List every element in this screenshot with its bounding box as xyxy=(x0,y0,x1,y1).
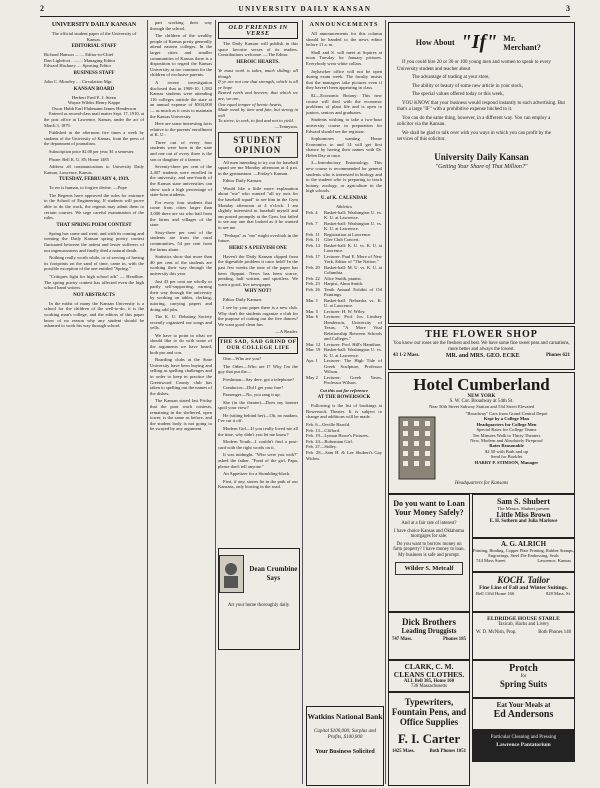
paragraph: "Perhaps" as "me" might overlook in the future. xyxy=(218,232,298,244)
masthead xyxy=(40,4,570,17)
signature: —A Reader. xyxy=(275,329,298,335)
verse-line: Made weak by time and fate, but strong in will xyxy=(218,107,298,118)
paragraph: Editor Daily Kansan: xyxy=(223,297,263,303)
portrait-icon xyxy=(221,560,241,588)
calendar-row xyxy=(306,314,382,342)
paper-title: UNIVERSITY DAILY KANSAN xyxy=(51,22,137,28)
paragraph: The K. U. Debating Society recently organized our songs and yells. xyxy=(150,314,212,331)
flower-phone: 43 1-2 Mass. xyxy=(393,353,420,358)
hotel-line: Headquarters for College Men xyxy=(476,421,537,427)
page-number-right: 3 xyxy=(566,4,570,13)
carter-addr: 1425 Mass. xyxy=(392,749,415,754)
paragraph: Published in the afternoon five times a week by students of the University of Kansas, from the press of the department of journalism. xyxy=(44,130,144,147)
watkins-line: Capital $100,000; Surplus and Profits, $100,000 xyxy=(314,729,376,740)
calendar-row xyxy=(306,287,382,298)
paragraph: All announcements for this column should be handed to the news editor before 11 a. m. xyxy=(306,31,382,48)
koch-line: Fine Line of Fall and Winter Suitings. xyxy=(479,585,568,591)
calendar-date: Feb. 11 xyxy=(306,237,320,243)
paragraph: Modern Girl—If you really loved me all the time, why didn't you let me know? xyxy=(218,426,298,437)
paragraph: We shall be glad to talk over with you ways in which you can profit by the services of this solicitor. xyxy=(397,130,552,142)
flower-owners: MR. and MRS. GEO. ECKE xyxy=(445,353,520,359)
calendar-row xyxy=(306,254,382,265)
protch-sub: Spring Suits xyxy=(499,679,548,689)
koch-ad xyxy=(472,572,575,612)
merchant-tagline: "Getting Your Share of That Million?" xyxy=(435,163,528,170)
flower-shop-ad xyxy=(388,326,575,370)
merchant-ad xyxy=(388,22,575,324)
calendar-date: Mar. 1 xyxy=(306,297,318,303)
staff-heading: KANSAN BOARD xyxy=(73,86,115,92)
carter-ad xyxy=(388,692,470,786)
paragraph: The Kansan stated last Friday that the poor work contests, remaining in the sheltered, open tower, is the same as before, and the student body is not going to be swayed by any argument. xyxy=(150,398,212,432)
paragraph: part working their way through the school. xyxy=(150,20,212,31)
paragraph: If you could hire 20 or 30 or 100 young men and women to speak to every University student and teacher about xyxy=(397,60,551,72)
paragraph: Three out of every four students were born in the state and one out of every three is the son or daughter of a farmer. xyxy=(150,139,212,162)
calendar-row xyxy=(306,243,382,254)
paragraph: Entered as second-class mail matter Sept. 17, 1910, at the post office at Lawrence, Kansas, under the act of March 3, 1879. xyxy=(44,111,144,128)
column-editorial-2 xyxy=(150,20,212,784)
booking: Feb. 13—Clifford. xyxy=(306,427,341,433)
anderson-name: Ed Andersons xyxy=(493,709,554,720)
article-heading: THAT SPRING POEM CONTEST xyxy=(56,222,132,228)
booking: Feb. 6—Orville Harold. xyxy=(306,422,351,427)
bowersock-heading: AT THE BOWERSOCK xyxy=(317,395,371,401)
calendar-date: Mar. 12 xyxy=(306,341,321,347)
calendar-event: Lecturer: Paul E. More of New York, Editor of "The Nation." xyxy=(324,253,382,265)
protch-for: for xyxy=(520,674,527,679)
paragraph: An Appetizer for a Stumbling-block. xyxy=(223,471,291,477)
calendar-event: Basket-ball: Washington U. vs. K. U. at Lawrence. xyxy=(324,347,382,358)
watkins-title: Watkins National Bank xyxy=(307,712,383,721)
shubert-ad xyxy=(472,494,575,538)
calendar-row xyxy=(306,221,382,232)
cut-out-note: Cut this out for reference xyxy=(320,387,368,393)
calendar-event: Basket-ball: M. U. vs. K. U. at Columbia. xyxy=(324,264,382,276)
booking: Feb. 19—Lyman Howe's Pictures. xyxy=(306,433,369,439)
paragraph: The ability or beauty of some new article in your stock, xyxy=(412,83,523,89)
loan-line: Do you want to borrow money on farm property? I have money to loan. My business is safe and prompt. xyxy=(393,541,465,558)
calendar-event: Registration at Lawrence. xyxy=(324,231,372,237)
verse-line: One equal temper of heroic hearts, xyxy=(218,101,283,107)
hotel-line: Ten Minutes Walk to Thirty Theaters xyxy=(472,432,541,438)
calendar-heading: U. of K. CALENDAR xyxy=(320,196,368,202)
calendar-row xyxy=(306,358,382,375)
paragraph: The Regents have approved the rules for entrance to the School of Engineering. If students will prove able to do the work, the regents may admit them to certain courses. We urge careful examination of the rules. xyxy=(44,192,144,221)
staff-line: Oscar Hubb Earl Fluhmann James Henderson xyxy=(51,105,137,111)
paragraph: Sixty-three per cent of the students are from the rural communities, 54 per cent from the farms alone. xyxy=(150,229,212,252)
paragraph: Shall and S. will meet at Squires at noon Tuesday for January pictures. Everybody wear white collars. xyxy=(306,49,382,66)
flower-title: THE FLOWER SHOP xyxy=(425,329,538,340)
paragraph: Freshman—Say dere, got a telephone? xyxy=(223,376,295,382)
alrich-ad xyxy=(472,538,575,572)
paper-line: The official student paper of the University of Kansas. xyxy=(51,31,137,42)
koch-line: Bell 1164 Home 166 xyxy=(476,591,515,596)
calendar-date: Feb. 23 xyxy=(306,281,320,287)
hotel-line: Headquarters for Kansans xyxy=(454,481,509,486)
portrait-image xyxy=(219,555,244,593)
dick-brothers-ad xyxy=(388,612,470,660)
verse-heading: OLD FRIENDS IN VERSE xyxy=(218,22,298,39)
paragraph: The Other—Who are I? Why I'm the guy that put the— xyxy=(218,363,298,375)
shubert-line: The Messrs. Shubert present xyxy=(497,506,550,511)
calendar-event: Basket-ball: K. U. vs. K. U. at Lawrence. xyxy=(324,242,382,254)
hotel-line: Special Rates for College Teams xyxy=(476,427,537,433)
alrich-line: Printing, Binding, Copper Plate Printing, Rubber Stamps, Engravings, Steel Die Embossing, Seals xyxy=(473,548,574,558)
anderson-title: Eat Your Meals at xyxy=(496,701,551,709)
paragraph: Statistics show that more than 40 per cent of the students are working their way through the university this year. xyxy=(150,254,212,276)
koch-title: KOCH. Tailor xyxy=(497,575,550,585)
hotel-near: Near 50th Street Subway Station and 53d Street Elevated xyxy=(428,404,535,409)
paragraph: He (sitting behind her)—Oh, no madam, I've cut it off. xyxy=(218,412,298,424)
staff-line: John C. Moseley .... Circulation Mgr. xyxy=(44,78,113,84)
calendar-date: Feb. 14 xyxy=(306,242,320,248)
paragraph: Following is the list of bookings at Bowersock Theater. It is subject to change and additions will be made. xyxy=(306,403,382,420)
student-opinion-banner: STUDENT OPINION xyxy=(218,132,298,158)
pantatorium-line: Lawrence Pantatorium xyxy=(496,742,551,748)
paragraph: Seventy-three per cent of the 2,407 students were enrolled in the university, and one-fourth of the Kansas state universities can show such a high percentage of state-born students. xyxy=(150,164,212,198)
staff-line: Wayne Wildes Henry Kappe xyxy=(67,100,121,106)
verse-line: Ye must work is takes, much sliding; all though xyxy=(218,67,298,79)
calendar-date: Feb. 7 xyxy=(306,220,318,226)
merchant-press: University Daily Kansan xyxy=(434,151,529,162)
calendar-date: Apr. 1 xyxy=(306,358,318,364)
loan-ad xyxy=(388,494,470,612)
paragraph: A recent investigation disclosed that in 1909-10, 1,582 Kansas students were attending 116 colleges outside the state at an annual expense of $504,000 — as much as it costs to maintain the Kansas University. xyxy=(150,79,212,119)
eldridge-ad xyxy=(472,612,575,660)
hotel-line: Send for Booklet xyxy=(490,454,523,460)
paragraph: Haven't the Daily Kansan clipped from the digestible problem it once held? In the past few weeks the tone of the paper has been flippant. News has been scarce, pending, half written, and spiritless. We want a good, live newspaper. xyxy=(218,253,298,287)
calendar-date: Feb. 11 xyxy=(306,231,320,237)
dean-name: Dean Crumbine Says xyxy=(249,565,298,582)
calendar-list xyxy=(306,210,382,386)
article-heading: WHY NOT? xyxy=(244,289,272,295)
calendar-date: Feb. 17 xyxy=(306,253,320,259)
staff-heading: BUSINESS STAFF xyxy=(73,70,115,76)
calendar-subheading: Athletics xyxy=(335,204,353,210)
clark-line: ALL Bell 385, Home 160 xyxy=(403,679,455,684)
column-rule xyxy=(385,20,386,784)
column-features xyxy=(218,20,298,784)
dick-sub: Leading Druggists xyxy=(401,627,457,635)
paragraph: For every four students that come from cities larger than 3,000 there are six who hail from the farms and villages of the state. xyxy=(150,199,212,228)
booking: Feb. 24—Bohemian Girl. xyxy=(306,438,353,444)
verse-author: —Tennyson. xyxy=(274,123,298,129)
verse-line: Reared earth and heaven; that which we are, we are, xyxy=(218,90,298,101)
anderson-ad xyxy=(472,698,575,730)
paragraph: First, if any, stones lie in the path of our Kansans, only bowing in the road. xyxy=(218,478,298,490)
hotel-cumberland-ad xyxy=(388,372,575,494)
page-number: 2 xyxy=(40,4,44,13)
calendar-event: Lecturer: Prof. Hill's Hamilton. xyxy=(324,341,382,347)
calendar-date: May 2 xyxy=(306,374,318,380)
paragraph: The advantage of trading at your store, xyxy=(412,75,490,80)
flower-text: You know our roses are the freshest and best. We have some fine sweet peas and carnations, more better and always the lowest. xyxy=(393,341,570,352)
shubert-line: Little Miss Brown xyxy=(496,511,551,519)
staff-line: Herbert Fred E. J. Steen xyxy=(71,94,117,100)
article-heading: HERE'S A PEEVISH ONE xyxy=(229,245,287,251)
shubert-line: E. H. Sothern and Julia Marlowe xyxy=(489,519,558,524)
hotel-city: NEW YORK xyxy=(467,394,496,399)
eldridge-line: Both Phones 146 xyxy=(538,630,571,635)
dick-addr: 747 Mass. xyxy=(392,637,413,642)
watkins-line: Your Business Solicited xyxy=(315,749,375,755)
humor-heading: THE SAD, SAD GRIND OF OUR COLLEGE LIFE xyxy=(218,337,298,354)
hotel-building-icon xyxy=(395,411,439,481)
paragraph: 3—Introductory Entomology. This new course is recommended for general students who is interested in biology and to the student who is preparing to teach botany, zoology, or agriculture in the high schools. xyxy=(306,160,382,194)
paragraph: Just 43 per cent are wholly or partly self-supporting, earning their way through the university by working on tables, clerking, tutoring, carrying papers and doing odd jobs. xyxy=(150,278,212,312)
column-rule xyxy=(302,20,303,784)
calendar-event: Lecturer: Prof. Jos. Lindsey Henderson, University of Texas, "A More Vital Relationship Between Schools and Colleges." xyxy=(324,314,382,342)
loan-line: And at a fair rate of interest? xyxy=(401,521,457,526)
calendar-row xyxy=(306,347,382,358)
calendar-event: Lecturer: H. W. Wiley. xyxy=(324,308,366,314)
merchant-prefix: How About xyxy=(415,38,455,47)
paragraph: Boarding clubs at the State University have been buying and selling as spelling challenges and in order to keep in practice the Greenwood County club has taken to spelling out the names of the dishes. xyxy=(150,357,212,396)
announcements-heading: ANNOUNCEMENTS xyxy=(309,22,379,28)
eldridge-title: ELDRIDGE HOUSE STABLE xyxy=(487,616,560,622)
alrich-line: Lawrence, Kansas xyxy=(537,558,571,563)
verse-line: To strive, to seek, to find and not to yield. xyxy=(218,118,294,124)
booking: Feb. 27—Sidley. xyxy=(306,444,337,450)
paragraph: Would like a little more explanation about "me" who wanted "all try outs for the baseball squad" to see him in the Gym Monday afternoon at 4 o'clock. I am slightly interested in baseball myself and am posted promptly at the Gym, but failed to see any one that looked as if he wanted to see me. xyxy=(218,185,298,231)
paragraph: All men intending to try out for baseball squad see me Monday afternoon at 4 p.m. in the gymnasium. —Friday's Kansan. xyxy=(218,159,298,176)
paragraph: We have to point to what we should like to do with some of the arguments we have heard, both pro and con. xyxy=(150,332,212,355)
paragraph: In the midst of many the Kansan University is a school for the children of the well-to-do, it is the working man's college, and the editors of this paper know of no reason why any student should be ashamed to work his way through school. xyxy=(44,300,144,329)
paragraph: To err is human, to forgive divine. —Pope xyxy=(49,185,127,191)
paragraph: YOU KNOW that your business would respond instantly to such advertising. But that's a large "IF" with a prohibitive expense hitched to it. xyxy=(397,100,565,112)
paragraph: Passenger—No, you rang it up. xyxy=(223,392,281,398)
protch-title: Protch xyxy=(509,663,538,674)
column-rule xyxy=(215,20,216,784)
calendar-date: Feb. 20 xyxy=(306,264,320,270)
paragraph: Nothing really worth while, or of serving of having its footprints on the sand of time, came in, with the possible exception of the one entitled "Spring." xyxy=(44,255,144,272)
calendar-date: Mar. 5 xyxy=(306,308,318,314)
staff-line: Edward Hackney .... Sporting Editor xyxy=(44,63,112,69)
paragraph: She (in the theater)—Does my bonnet spoil your view? xyxy=(218,399,298,411)
calendar-date: Feb. 4 xyxy=(306,209,318,215)
verse-title: HEROIC HEARTS. xyxy=(236,59,280,65)
paragraph: The special values offered today or this week, xyxy=(412,92,504,97)
calendar-event: Tenth Annual Exhibit of Oil Paintings. xyxy=(324,286,382,298)
watkins-bank-ad xyxy=(306,706,384,786)
paragraph: Spring has come and went, and with its coming and wenting the Daily Kansan spring poetry contest fluctuated between the ardent and lesser sufferers of our ingenuousness and finally died a natural death. xyxy=(44,230,144,253)
staff-line: Dan Lightfoot .......... Managing Editor xyxy=(44,57,116,63)
column-announcements xyxy=(306,20,382,784)
dean-crumbine-ad xyxy=(218,548,300,650)
paragraph: The children of the wealthy people of Kansas pretty generally attend eastern colleges. In the larger cities and smaller communities of Kansas there is a disposition to regard the Kansas University as too common for the children of exclusive parents. xyxy=(150,33,212,78)
carter-name: F. I. Carter xyxy=(397,731,461,746)
clark-line: 736 Massachusetts xyxy=(410,684,448,689)
dick-title: Dick Brothers xyxy=(401,617,457,627)
loan-title: Do you want to Loan Your Money Safely? xyxy=(393,499,465,517)
article-heading: NOT ABSTRACTS xyxy=(73,292,115,298)
hotel-line: "Broadway" Cars from Grand Central Depot xyxy=(465,411,548,416)
calendar-date: Feb. 26 xyxy=(306,286,320,292)
hotel-line: New, Modern and Absolutely Fireproof xyxy=(470,438,543,444)
calendar-row xyxy=(306,298,382,309)
calendar-event: Basket-ball: Washington U. vs. K. U. at Lawrence. xyxy=(324,209,382,221)
column-rule xyxy=(147,20,148,784)
hotel-line: Kept by a College Man xyxy=(483,416,530,422)
hotel-name: Hotel Cumberland xyxy=(413,375,550,394)
clark-title: CLARK, C. M. CLEANS CLOTHES. xyxy=(393,662,465,679)
calendar-event: Lecturer: Greek Vases, Professor Wilson. xyxy=(324,374,382,386)
paragraph: Subscription price $2.00 per year, $1 a semester. xyxy=(49,148,135,154)
verse-line: If ye are not one that strength, which is all ye hope xyxy=(218,79,298,90)
calendar-row xyxy=(306,265,382,276)
hotel-address: S. W. Cor. Broadway at 54th St. xyxy=(449,399,514,404)
dean-caption: Art your home thoroughly daily. xyxy=(227,603,291,608)
paragraph: Students wishing to take a two-hour university course in preparation for Edward should see the registrar. xyxy=(306,117,382,134)
eldridge-line: W. D. McNish, Prop. xyxy=(476,630,517,635)
hotel-line: $2.50 with Bath and up xyxy=(485,448,528,454)
dick-phone: Phones 185 xyxy=(442,637,466,642)
calendar-event: Basket-ball: Nebraska vs. K. U. at Lawrence. xyxy=(324,297,382,309)
pantatorium-ad xyxy=(472,730,575,762)
calendar-event: Harpist, Alma Smith. xyxy=(324,281,364,287)
merchant-title: Mr. Merchant? xyxy=(503,33,541,52)
paragraph: One—Who are you? xyxy=(223,356,262,362)
paragraph: Jayhawker office will not be open during exam week. The faculty insists that the managers take pictures even if they haven't been appearing in class. xyxy=(306,68,382,91)
booking: Feb. 28—Sam H. & Lee Shubert's Gay Widow. xyxy=(306,449,382,461)
calendar-event: Glee Club Concert. xyxy=(324,237,360,243)
paragraph: Modern Youth—I couldn't find a post-card with the right words on it. xyxy=(218,439,298,450)
alrich-title: A. G. ALRICH xyxy=(500,540,547,548)
carter-phone: Both Phones 1051 xyxy=(429,749,466,754)
clark-ad xyxy=(388,660,470,692)
dateline: TUESDAY, FEBRUARY 4, 1919. xyxy=(58,177,130,183)
paragraph: Phone: Bell K. U. 85; Home 1485 xyxy=(49,156,109,162)
flower-phone-2: Phones 621 xyxy=(545,353,570,358)
calendar-date: Feb. 22 xyxy=(306,275,320,281)
pantatorium-line: Particular Cleaning and Pressing xyxy=(490,735,557,740)
calendar-date: Mar. 19 xyxy=(306,347,321,353)
loan-line: I have choice Kansas and Oklahoma mortgages for sale. xyxy=(394,528,464,540)
hotel-line: HARRY P. STIMSON, Manager xyxy=(474,459,539,465)
merchant-if: "If" xyxy=(460,31,498,53)
column-editorial xyxy=(44,20,144,784)
calendar-event: Basket-ball: Washington U. vs. K. U. at Lawrence. xyxy=(324,220,382,232)
shubert-line: Sam S. Shubert xyxy=(496,497,551,506)
paragraph: Here are some interesting facts relative to the parents' enrollment at K. U.: xyxy=(150,121,212,138)
hotel-line: Rates Reasonable xyxy=(489,443,524,449)
eldridge-line: Taxicab, Hacks and Livery xyxy=(497,622,550,627)
paragraph: It was midnight. "Who were you with?" asked the father. "Fond of the girl, Papa, please don't tell anyone." xyxy=(218,452,298,469)
paragraph: 82—Economic Botany: This new course will deal with the economic problems of plant life and is open to juniors, seniors and graduates. xyxy=(306,92,382,115)
calendar-event: Alice Smith, pianist. xyxy=(324,275,362,281)
paragraph: You can do the same thing, however, in a different way. You can employ a solicitor via the Kansan. xyxy=(397,115,551,127)
calendar-row xyxy=(306,210,382,221)
paragraph: Sophomores wanting Home Economics to and 14 will get first chance by having their names with Dr. Helen Day at once. xyxy=(306,136,382,158)
calendar-event: Lecturer: The High Tide of Greek Sculpture, Professor Wilson. xyxy=(324,358,382,375)
paragraph: "Critiques fight for high school ads" — Headline. The spring poetry contest has affected even the high school band writers. xyxy=(44,274,144,291)
koch-line: 828 Mass. St. xyxy=(545,591,571,596)
protch-ad xyxy=(472,660,575,698)
paragraph: I see by your paper there is a new club. Why don't the students organize a club for the purpose of cutting out the five dances? We want good clean fun. xyxy=(218,304,298,327)
carter-title: Typewriters, Fountain Pens, and Office Supplies xyxy=(391,697,467,727)
calendar-date: Mar. 6 xyxy=(306,314,318,320)
staff-line: Richard Hanson ........ Editor-in-Chief xyxy=(44,52,114,58)
loan-name: Wilder S. Metcalf xyxy=(395,562,463,575)
paragraph: Conductor—Did I get your fare? xyxy=(223,384,284,390)
verse-intro: The Daily Kansan will publish in this space favorite verses of its readers. Contributions welcome. —The Editor. xyxy=(218,41,298,58)
masthead-title: UNIVERSITY DAILY KANSAN xyxy=(238,5,372,13)
staff-heading: EDITORIAL STAFF xyxy=(71,44,117,50)
paragraph: Editor Daily Kansan: xyxy=(223,178,263,184)
alrich-line: 744 Mass Street xyxy=(476,558,506,563)
calendar-row xyxy=(306,375,382,386)
paragraph: Address all communications to University Daily Kansan, Lawrence, Kansas. xyxy=(44,164,144,175)
